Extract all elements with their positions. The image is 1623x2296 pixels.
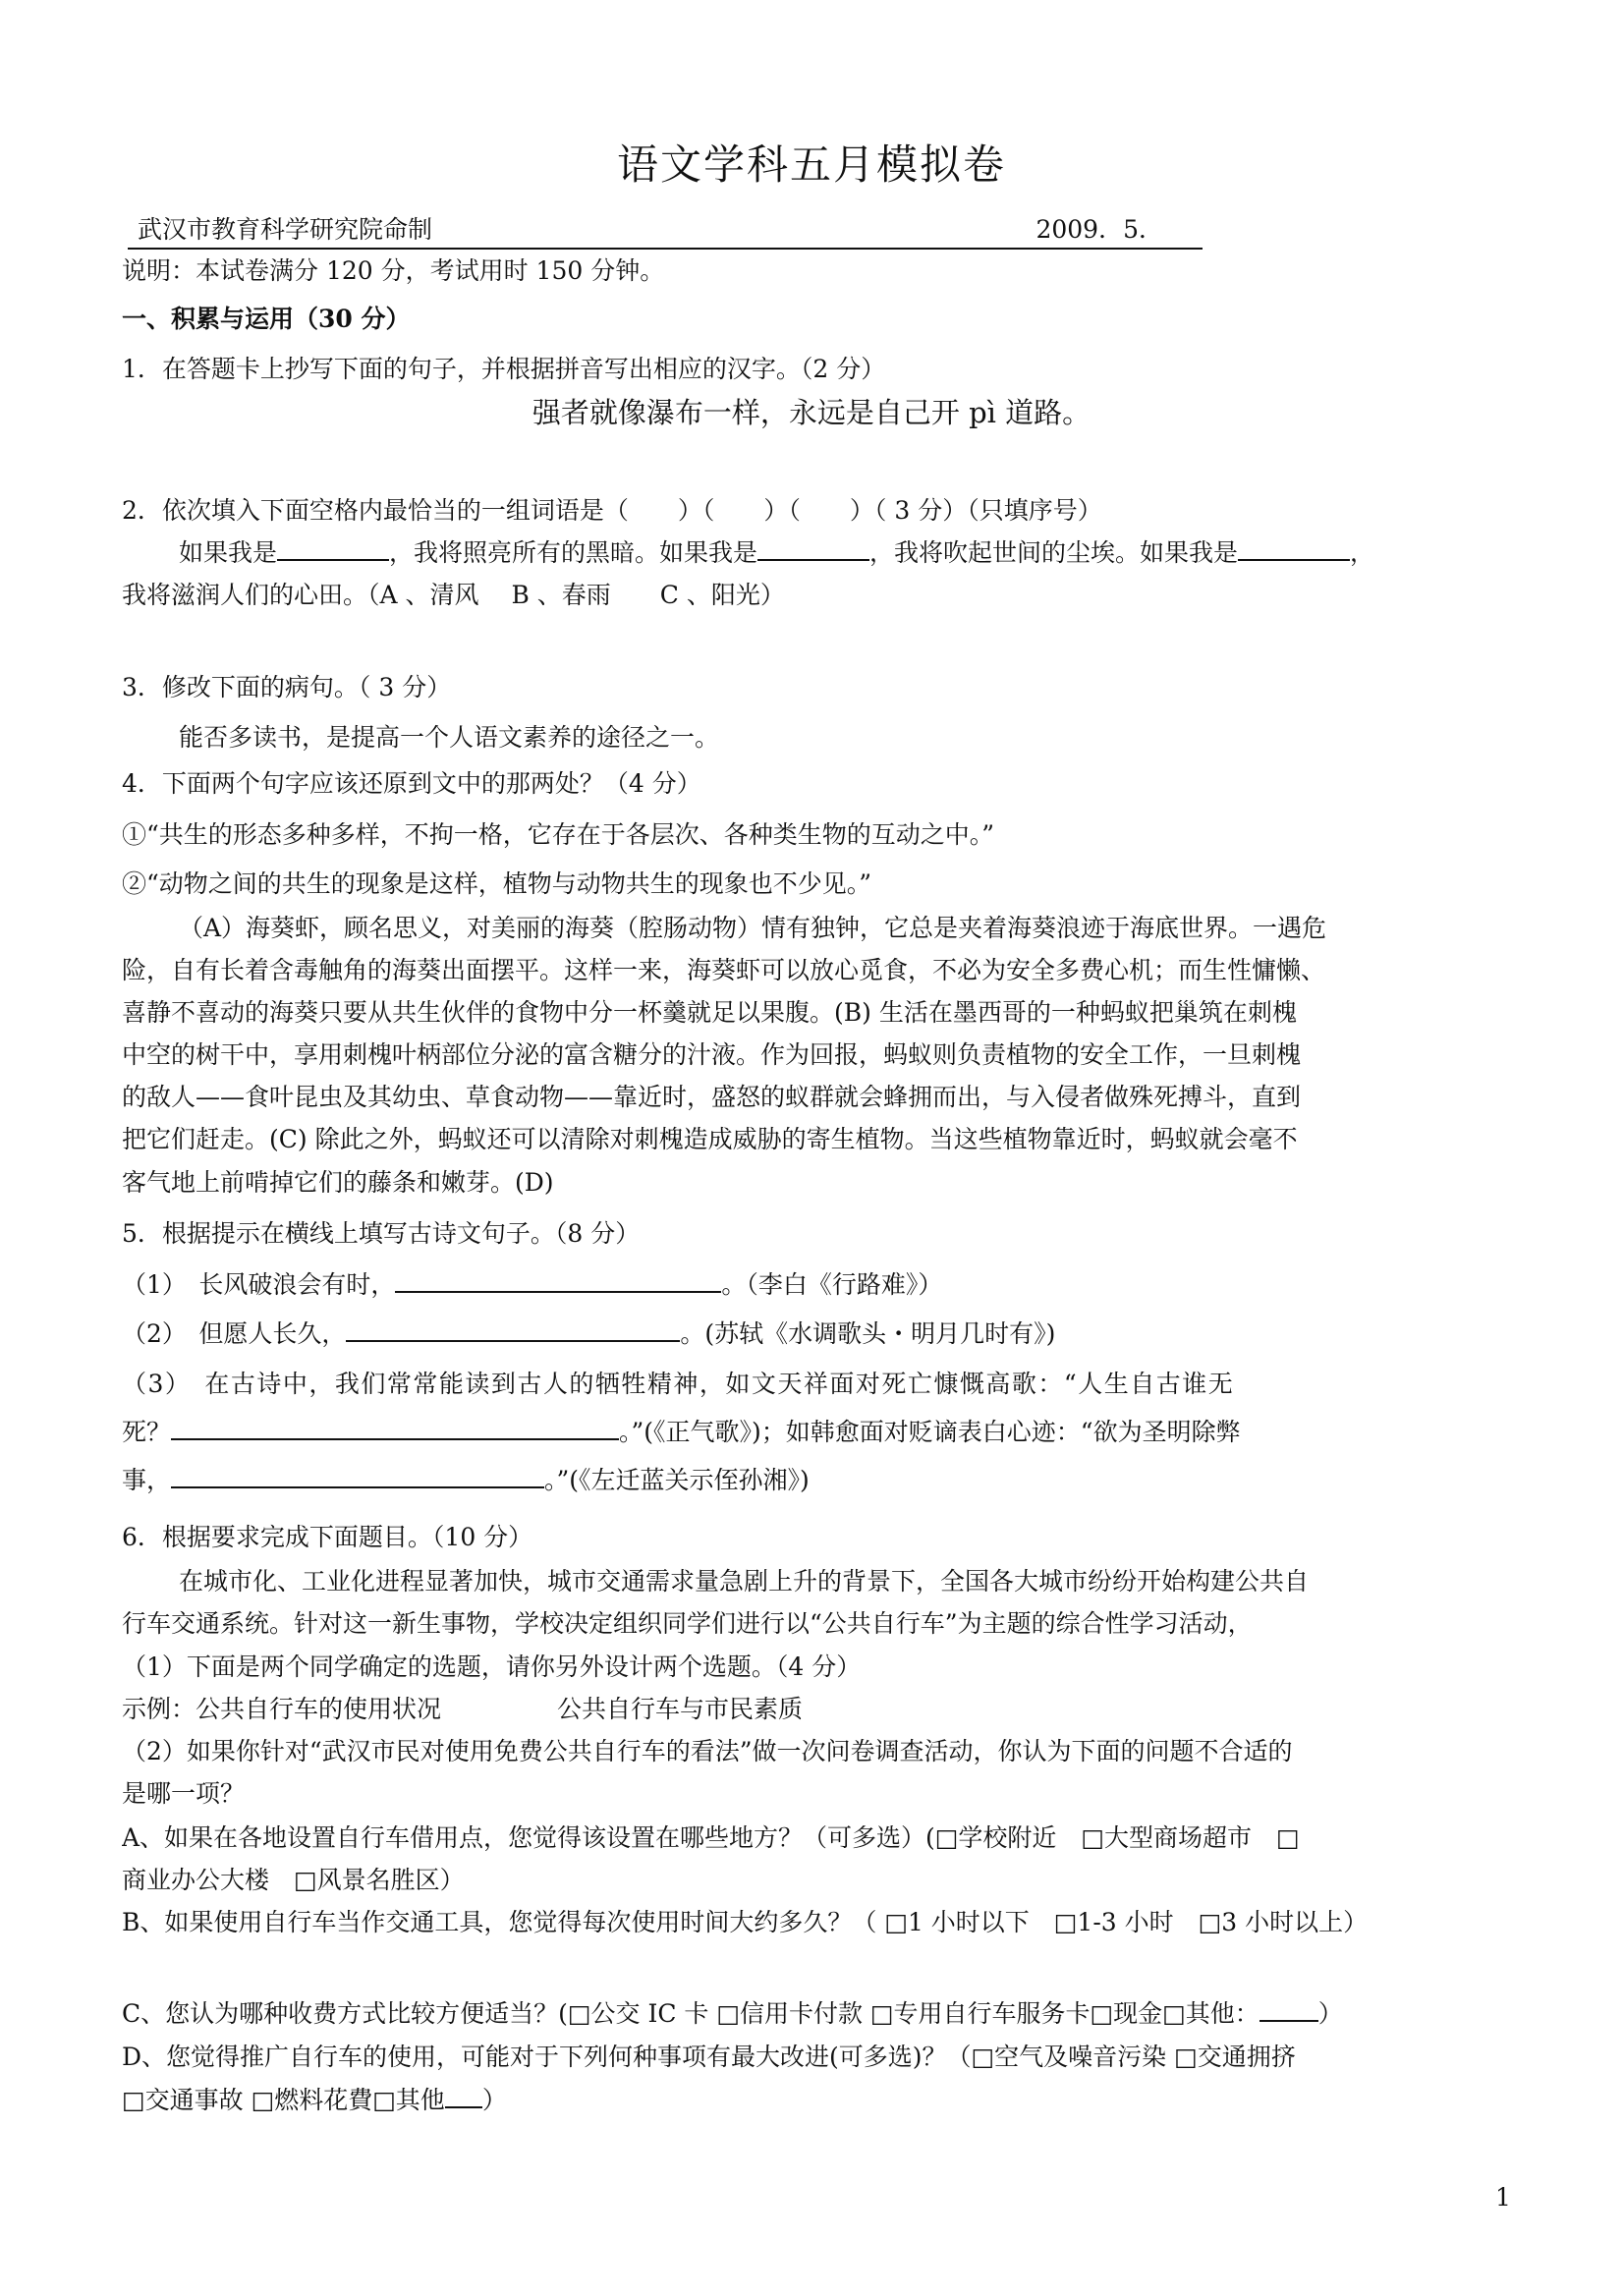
q4-passage-line: 险，自有长着含毒触角的海葵出面摆平。这样一来，海葵虾可以放心觅食，不必为安全多费心机；而生性慵懒、: [122, 956, 1326, 984]
q3-sentence: 能否多读书，是提高一个人语文素养的途径之一。: [179, 723, 720, 752]
q4-passage-line: （A）海葵虾，顾名思义，对美丽的海葵（腔肠动物）情有独钟，它总是夹着海葵浪迹于海底世界。一遇危: [179, 914, 1327, 942]
q1-stem: 1．在答题卡上抄写下面的句子，并根据拼音写出相应的汉字。（2 分）: [122, 355, 886, 383]
q5-prompt-1: （1） 长风破浪会有时，: [122, 1270, 396, 1299]
page-number: 1: [1495, 2183, 1511, 2212]
q6-option-c: [122, 1994, 1517, 2034]
q6-option-d: D、您觉得推广自行车的使用，可能对于下列何种事项有最大改进(可多选)？（□空气及噪音污染 □交通拥挤: [122, 2043, 1296, 2071]
q1-sentence: 强者就像瀑布一样，永远是自己开 pì 道路。: [532, 396, 1091, 429]
q4-passage-line: 中空的树干中，享用刺槐叶柄部位分泌的富含糖分的汁液。作为回报，蚂蚁则负责植物的安全工作，一旦刺槐: [122, 1040, 1302, 1069]
q5-source-1: 。（李白《行路难》）: [721, 1270, 943, 1299]
q6-example-2: 公共自行车与市民素质: [557, 1695, 804, 1723]
q2-options: 我将滋润人们的心田。（A 、清风 B 、春雨 C 、阳光）: [122, 581, 785, 609]
q2-stem: 2．依次填入下面空格内最恰当的一组词语是（ ）（ ）（ ）（ 3 分）（只填序号）: [122, 496, 1102, 525]
exam-note: 说明：本试卷满分 120 分，考试用时 150 分钟。: [122, 256, 665, 285]
q4-passage-line: 把它们赶走。(C) 除此之外，蚂蚁还可以清除对刺槐造成威胁的寄生植物。当这些植物靠近时，蚂蚁就会毫不: [122, 1125, 1298, 1153]
q5-line-3: （3） 在古诗中，我们常常能读到古人的牺牲精神，如文天祥面对死亡慷慨高歌：“人生自古谁无: [122, 1370, 1235, 1398]
q6-sub2-line: 是哪一项？: [122, 1779, 246, 1808]
q2-text-c: ，我将吹起世间的尘埃。如果我是: [869, 538, 1239, 567]
q5-blank-2[interactable]: [346, 1315, 680, 1342]
q2-line1: [122, 533, 1517, 573]
q4-sentence-1: ①“共生的形态多种多样，不拘一格，它存在于各层次、各种类生物的互动之中。”: [122, 820, 995, 849]
q5-source-2: 。(苏轼《水调歌头・明月几时有》): [680, 1319, 1056, 1348]
q6-stem: 6．根据要求完成下面题目。（10 分）: [122, 1523, 533, 1551]
q6-option-d-cont: [122, 2081, 1517, 2120]
q6-option-b: B、如果使用自行车当作交通工具，您觉得每次使用时间大约多久？（ □1 小时以下 □1-3 小时 □3 小时以上）: [122, 1908, 1369, 1936]
q2-blank-2[interactable]: [757, 533, 869, 561]
q5-text-4a: 死？: [122, 1418, 172, 1446]
q2-text-a: 如果我是: [179, 538, 278, 567]
q5-line-1: [122, 1265, 1517, 1305]
q6-sub1: （1）下面是两个同学确定的选题，请你另外设计两个选题。（4 分）: [122, 1652, 862, 1681]
date-text: 2009．5．: [1035, 215, 1163, 244]
q6-option-c-end: ）: [1317, 1999, 1343, 2028]
q5-line-5: [122, 1461, 1517, 1500]
q3-stem: 3．修改下面的病句。（ 3 分）: [122, 673, 452, 701]
q6-option-a-cont: 商业办公大楼 □风景名胜区）: [122, 1866, 465, 1894]
q6-option-a: A、如果在各地设置自行车借用点，您觉得该设置在哪些地方？（可多选）(□学校附近 □大型商场超市 □: [122, 1823, 1300, 1852]
q2-text-b: ，我将照亮所有的黑暗。如果我是: [389, 538, 758, 567]
q5-blank-4[interactable]: [171, 1461, 544, 1488]
q4-passage-line: 客气地上前啃掉它们的藤条和嫩芽。(D): [122, 1168, 554, 1197]
q6-paragraph-line: 行车交通系统。针对这一新生事物，学校决定组织同学们进行以“公共自行车”为主题的综合性学习活动，: [122, 1609, 1253, 1638]
q2-blank-3[interactable]: [1238, 533, 1350, 561]
q6-other-blank-1[interactable]: [1259, 1994, 1318, 2022]
q6-option-d-end: ）: [481, 2086, 507, 2114]
q6-option-c-text: C、您认为哪种收费方式比较方便适当？(□公交 IC 卡 □信用卡付款 □专用自行车服务卡□现金□其他：: [122, 1999, 1259, 2028]
header-rule: [128, 214, 1203, 250]
q6-example: [122, 1690, 1517, 1729]
q2-text-d: ，: [1350, 538, 1375, 567]
q5-text-5a: 事，: [122, 1466, 172, 1494]
q4-passage-line: 的敌人——食叶昆虫及其幼虫、草食动物——靠近时，盛怒的蚁群就会蜂拥而出，与入侵者做殊死搏斗，直到: [122, 1083, 1302, 1111]
q4-sentence-2: ②“动物之间的共生的现象是这样，植物与动物共生的现象也不少见。”: [122, 869, 872, 898]
issuer-text: 武汉市教育科学研究院命制: [138, 215, 433, 244]
q5-stem: 5．根据提示在横线上填写古诗文句子。（8 分）: [122, 1219, 641, 1248]
q4-stem: 4．下面两个句字应该还原到文中的那两处？（4 分）: [122, 769, 701, 798]
page-title: 语文学科五月模拟卷: [616, 140, 1006, 189]
q5-blank-3[interactable]: [171, 1413, 619, 1440]
q5-blank-1[interactable]: [395, 1265, 721, 1293]
q6-option-d-text: □交通事故 □燃料花費□其他: [122, 2086, 445, 2114]
q6-sub2-line: （2）如果你针对“武汉市民对使用免费公共自行车的看法”做一次问卷调查活动，你认为下面的问题不合适的: [122, 1737, 1293, 1765]
q5-line-2: [122, 1315, 1517, 1354]
q5-text-5b: 。”(《左迁蓝关示侄孙湘》): [544, 1466, 810, 1494]
section-heading: 一、积累与运用（30 分）: [122, 305, 411, 333]
q5-line-4: [122, 1413, 1517, 1452]
q4-passage-line: 喜静不喜动的海葵只要从共生伙伴的食物中分一杯羹就足以果腹。(B) 生活在墨西哥的一种蚂蚁把巢筑在刺槐: [122, 998, 1297, 1027]
q6-other-blank-2[interactable]: [445, 2081, 482, 2108]
q5-prompt-2: （2） 但愿人长久，: [122, 1319, 347, 1348]
q5-text-4b: 。”(《正气歌》)；如韩愈面对贬谪表白心迹：“欲为圣明除弊: [619, 1418, 1241, 1446]
q2-blank-1[interactable]: [277, 533, 389, 561]
q6-example-1: 示例：公共自行车的使用状况: [122, 1695, 442, 1723]
q6-paragraph-line: 在城市化、工业化进程显著加快，城市交通需求量急剧上升的背景下，全国各大城市纷纷开始构建公共自: [179, 1567, 1310, 1596]
